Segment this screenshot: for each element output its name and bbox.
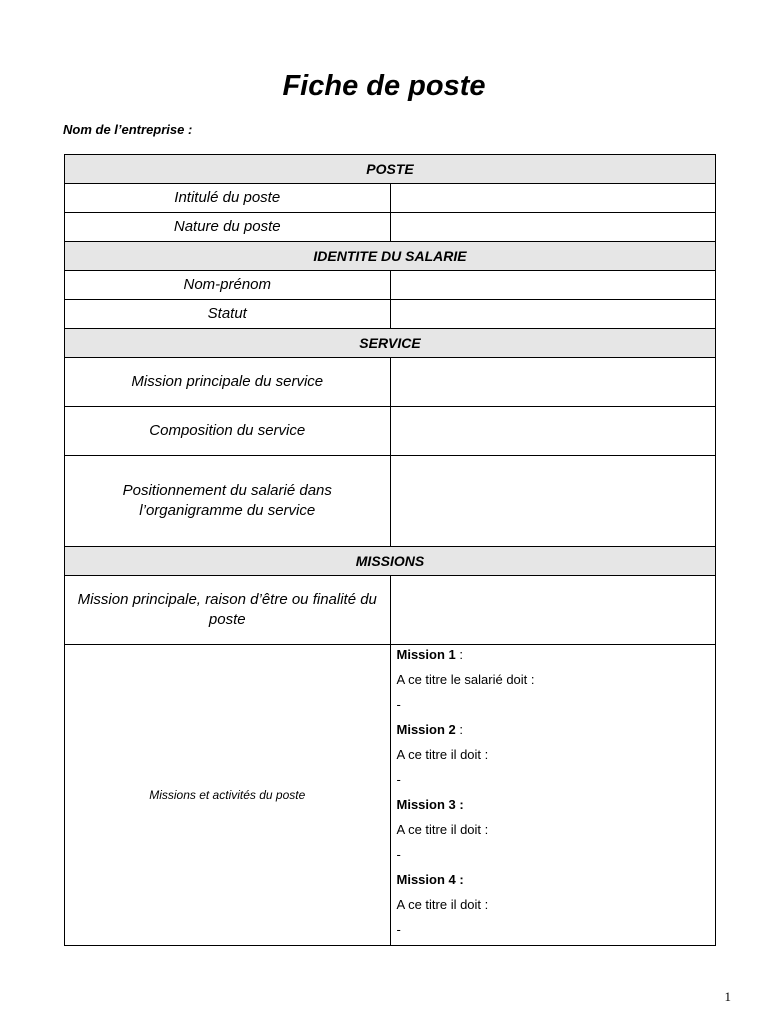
mission-item (397, 645, 710, 720)
field-mission-poste[interactable] (390, 576, 716, 645)
mission-item (397, 720, 710, 795)
label-missions-activites: Missions et activités du poste (65, 645, 391, 946)
field-composition[interactable] (390, 407, 716, 456)
job-form-table (64, 154, 716, 946)
field-intitule[interactable] (390, 184, 716, 213)
label-mission-poste: Mission principale, raison d’être ou finalité du poste (65, 576, 391, 645)
field-statut[interactable] (390, 300, 716, 329)
mission-title: Mission 3 : (396, 797, 464, 812)
label-nom-prenom: Nom-prénom (65, 271, 391, 300)
label-intitule: Intitulé du poste (65, 184, 391, 213)
section-missions: MISSIONS (65, 547, 716, 576)
section-poste: POSTE (65, 155, 716, 184)
mission-dash: - (396, 697, 401, 712)
mission-item (397, 795, 710, 870)
mission-dash: - (396, 847, 401, 862)
mission-text: A ce titre il doit : (396, 822, 489, 837)
company-name-label: Nom de l’entreprise : (63, 122, 193, 137)
missions-list[interactable] (390, 645, 716, 946)
document-title: Fiche de poste (282, 70, 486, 102)
mission-dash: - (396, 922, 401, 937)
mission-title-suffix: : (455, 722, 463, 737)
field-positionnement[interactable] (390, 456, 716, 547)
field-nom-prenom[interactable] (390, 271, 716, 300)
label-positionnement: Positionnement du salarié dans l’organigramme du service (65, 456, 391, 547)
section-identite: IDENTITE DU SALARIE (65, 242, 716, 271)
mission-title: Mission 1 (396, 647, 456, 662)
section-service: SERVICE (65, 329, 716, 358)
label-nature: Nature du poste (65, 213, 391, 242)
field-nature[interactable] (390, 213, 716, 242)
mission-dash: - (396, 772, 401, 787)
mission-title: Mission 4 : (396, 872, 464, 887)
mission-title-suffix: : (455, 647, 463, 662)
mission-text: A ce titre il doit : (396, 897, 489, 912)
field-mission-service[interactable] (390, 358, 716, 407)
mission-text: A ce titre le salarié doit : (396, 672, 535, 687)
page-number: 1 (724, 989, 731, 1004)
mission-text: A ce titre il doit : (396, 747, 489, 762)
mission-title: Mission 2 (396, 722, 456, 737)
label-mission-service: Mission principale du service (65, 358, 391, 407)
label-statut: Statut (65, 300, 391, 329)
label-composition: Composition du service (65, 407, 391, 456)
mission-item (397, 870, 710, 945)
